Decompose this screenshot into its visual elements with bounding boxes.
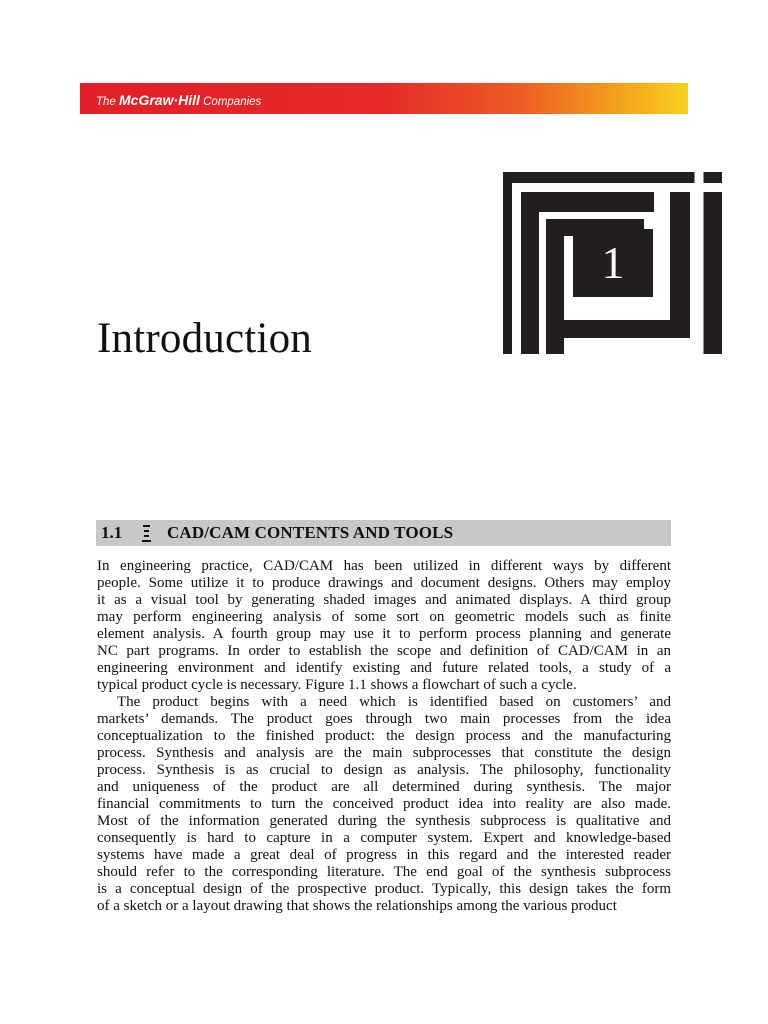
text-line: is a conceptual design of the prospective product. Typically, this design takes the form [97, 881, 671, 897]
chapter-number: 1 [601, 237, 625, 288]
text-line: systems have made a great deal of progress in this regard and the interested reader [97, 847, 671, 863]
text-line: NC part programs. In order to establish the scope and definition of CAD/CAM in an [97, 643, 671, 659]
chapter-title: Introduction [97, 315, 312, 362]
body-text [97, 558, 671, 915]
section-heading [96, 520, 671, 546]
text-line: should refer to the corresponding literature. The end goal of the synthesis subprocess [97, 864, 671, 880]
publisher-banner [80, 83, 688, 114]
text-line: and uniqueness of the product are all determined during synthesis. The major [97, 779, 671, 795]
text-line: The product begins with a need which is identified based on customers’ and [117, 694, 671, 710]
text-line: element analysis. A fourth group may use it to perform process planning and generate [97, 626, 671, 642]
publisher-prefix: The [96, 96, 120, 108]
section-title: CAD/CAM CONTENTS AND TOOLS [167, 523, 454, 542]
publisher-suffix: Companies [199, 96, 262, 108]
publisher-logo [96, 92, 261, 108]
section-number: 1.1 [101, 523, 123, 542]
text-line: engineering environment and identify existing and future related tools, a study of a [97, 660, 671, 676]
section-ornament-icon [142, 525, 151, 542]
publisher-name: McGraw·Hill [119, 92, 200, 108]
text-line: consequently is hard to capture in a computer system. Expert and knowledge-based [97, 830, 671, 846]
text-line: financial commitments to turn the conceived product idea into reality are also made. [97, 796, 671, 812]
text-line: conceptualization to the finished product: the design process and the manufacturing [97, 728, 671, 744]
text-line: of a sketch or a layout drawing that shows the relationships among the various product [97, 898, 617, 914]
paragraph [97, 694, 671, 915]
text-line: typical product cycle is necessary. Figure 1.1 shows a flowchart of such a cycle. [97, 677, 577, 693]
text-line: may perform engineering analysis of some sort on geometric models such as finite [97, 609, 671, 625]
text-line: process. Synthesis and analysis are the main subprocesses that constitute the design [97, 745, 671, 761]
text-line: it as a visual tool by generating shaded images and animated displays. A third group [97, 592, 671, 608]
text-line: process. Synthesis is as crucial to design as analysis. The philosophy, functionality [97, 762, 671, 778]
text-line: In engineering practice, CAD/CAM has been utilized in different ways by different [97, 558, 671, 574]
paragraph [97, 558, 671, 694]
text-line: Most of the information generated during the synthesis subprocess is qualitative and [97, 813, 671, 829]
text-line: markets’ demands. The product goes through two main processes from the idea [97, 711, 671, 727]
text-line: people. Some utilize it to produce drawings and document designs. Others may employ [97, 575, 671, 591]
